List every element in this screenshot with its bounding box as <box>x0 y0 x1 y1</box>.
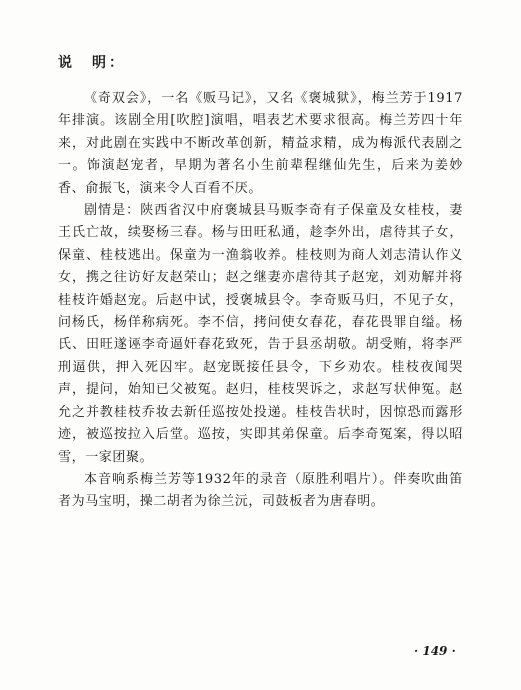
page-number: · 149 · <box>414 644 456 658</box>
section-heading: 说 明： <box>58 55 126 71</box>
body-text <box>58 88 463 514</box>
paragraph-plot: 剧情是：陕西省汉中府褒城县马贩李奇有子保童及女桂枝，妻王氏亡故，续娶杨三春。杨与田旺私通，趁李外出，虐待其子女，保童、桂枝逃出。保童为一渔翁收养。桂枝则为商人刘志清认作义女，携之往访好友赵荣山；赵之继妻亦虐待其子赵宠，刘劝解并将桂枝许婚赵宠。后赵中试，授褒城县令。李奇贩马归，不见子女，问杨氏，杨佯称病死。李不信，拷问使女春花，春花畏罪自缢。杨氏、田旺遂诬李奇逼奸春花致死，告于县丞胡敬。胡受贿，将李严刑逼供，押入死囚牢。赵宠既接任县令，下乡劝农。桂枝夜闻哭声，提问，始知已父被冤。赵归，桂枝哭诉之，求赵写状伸冤。赵允之并教桂枝乔妆去新任巡按处投递。桂枝告状时，因惊恐而露形迹，被巡按拉入后堂。巡按，实即其弟保童。后李奇冤案，得以昭雪，一家团聚。 <box>58 203 463 465</box>
paragraph-recording: 本音响系梅兰芳等1932年的录音（原胜利唱片）。伴奏吹曲笛者为马宝明，操二胡者为徐兰沅，司鼓板者为唐春明。 <box>58 471 463 510</box>
paragraph-intro: 《奇双会》，一名《贩马记》，又名《褒城狱》，梅兰芳于1917年排演。该剧全用[吹腔]演唱，唱表艺术要求很高。梅兰芳四十年来，对此剧在实践中不断改革创新，精益求精，成为梅派代表剧之一。饰演赵宠者，早期为著名小生前辈程继仙先生，后来为姜妙香、俞振飞，演来令人百看不厌。 <box>58 91 463 196</box>
